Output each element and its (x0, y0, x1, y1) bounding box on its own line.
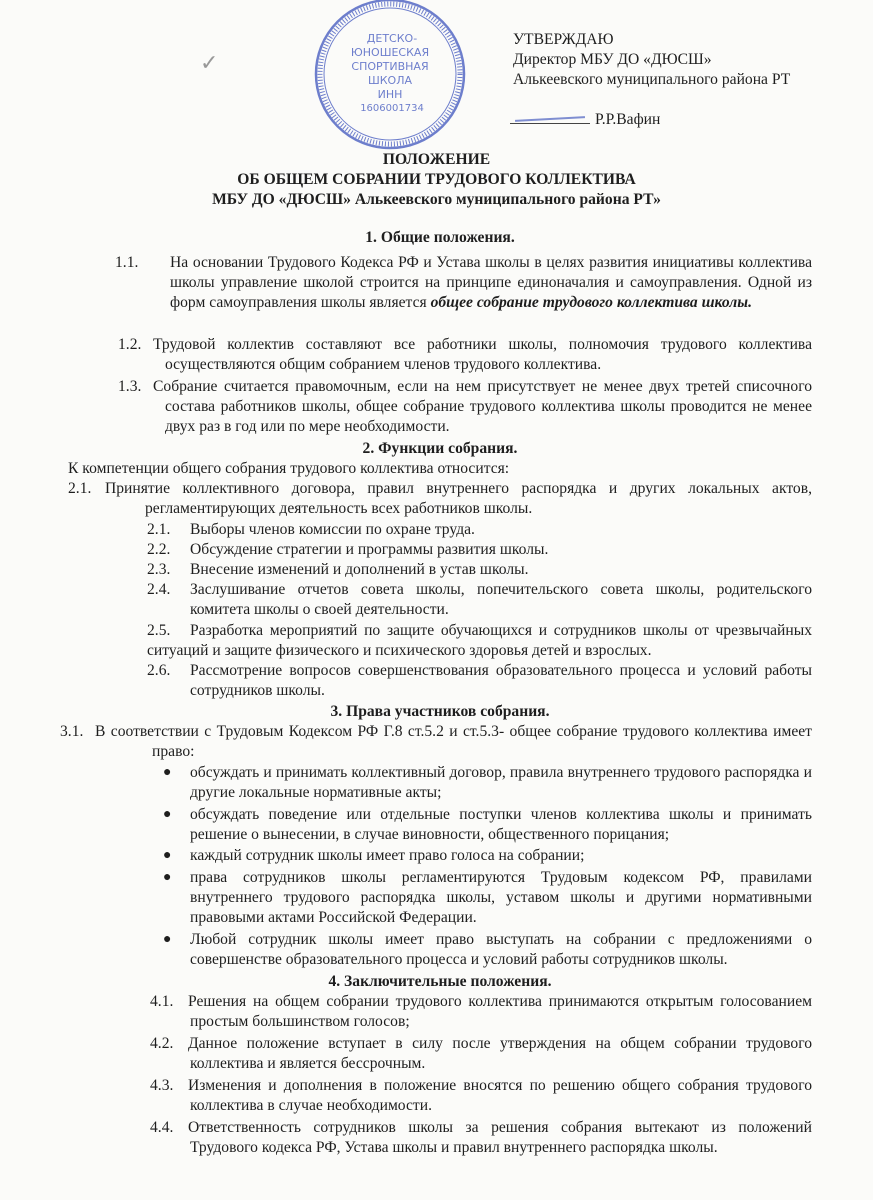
item-number: 2.1. (68, 480, 92, 497)
bullet-item: обсуждать и принимать коллективный договор, правила внутреннего трудового распорядка и другие локальные нормативные акты; (190, 764, 812, 801)
item-2-5 (147, 621, 812, 661)
item-number: 1.2. (118, 336, 142, 353)
school-stamp (310, 0, 470, 154)
item-text: На основании Трудового Кодекса РФ и Устава школы в целях развития инициативы коллектива школы управление школой строится на принципе единоначалия и самоуправления. Одной из форм самоуправления школы является (170, 254, 812, 311)
item-4-4 (150, 1118, 812, 1158)
section-1-heading: 1. Общие положения. (365, 229, 515, 246)
item-number: 2.1. (147, 521, 171, 538)
bullet-icon: ● (163, 807, 172, 822)
item-4-2 (150, 1034, 812, 1074)
check-mark-icon: ✓ (200, 50, 219, 75)
item-text: Разработка мероприятий по защите обучающихся и сотрудников школы от чрезвычайных ситуаций и защите физического и психического здоровья детей и взрослых. (147, 622, 812, 659)
bullet-item: права сотрудников школы регламентируются Трудовым кодексом РФ, правилами внутреннего трудового распорядка школы, уставом школы и другими нормативными правовыми актами Российской Федерации. (190, 869, 812, 926)
item-text: Трудовой коллектив составляют все работники школы, полномочия трудового коллектива осуществляются общим собранием членов трудового коллектива. (153, 336, 812, 373)
bullet-item: обсуждать поведение или отдельные поступки членов коллектива школы и принимать решение о вынесении, в случае виновности, общественного порицания; (190, 806, 812, 843)
signature-stroke (515, 116, 585, 121)
bullet-icon: ● (163, 848, 172, 863)
svg-text:ИНН: ИНН (377, 88, 403, 101)
item-number: 1.1. (115, 254, 139, 271)
bullet-icon: ● (163, 932, 172, 947)
item-number: 1.3. (118, 378, 142, 395)
item-number: 2.5. (147, 622, 171, 639)
bullet-item: каждый сотрудник школы имеет право голоса на собрании; (190, 847, 585, 864)
doc-subtitle: ОБ ОБЩЕМ СОБРАНИИ ТРУДОВОГО КОЛЛЕКТИВА (237, 171, 636, 188)
item-text: Принятие коллективного договора, правил внутреннего распорядка и других локальных актов, регламентирующих деятельность всех работников школы. (105, 480, 812, 517)
item-1-1 (170, 253, 812, 313)
item-number: 2.3. (147, 561, 171, 578)
bullet-item: Любой сотрудник школы имеет право выступать на собрании с предложениями о совершенстве образовательного процесса и условий работы сотрудников школы. (190, 931, 812, 968)
item-text: Выборы членов комиссии по охране труда. (190, 521, 475, 538)
item-4-3 (150, 1076, 812, 1116)
item-number: 2.2. (147, 541, 171, 558)
svg-text:СПОРТИВНАЯ: СПОРТИВНАЯ (351, 60, 429, 73)
approval-position: Директор МБУ ДО «ДЮСШ» (513, 51, 712, 68)
item-2-1-main (68, 479, 812, 519)
item-3-1 (60, 722, 812, 762)
item-number: 3.1. (60, 723, 84, 740)
doc-org: МБУ ДО «ДЮСШ» Алькеевского муниципального района РТ» (212, 191, 661, 208)
bullet-icon: ● (163, 765, 172, 780)
section-3-heading: 3. Права участников собрания. (330, 703, 550, 720)
section-2-heading: 2. Функции собрания. (362, 440, 518, 457)
signature-line (510, 123, 590, 124)
item-text: Решения на общем собрании трудового коллектива принимаются открытым голосованием простым большинством голосов; (188, 993, 812, 1030)
svg-text:ЮНОШЕСКАЯ: ЮНОШЕСКАЯ (350, 46, 430, 59)
item-number: 4.4. (150, 1119, 174, 1136)
item-number: 2.6. (147, 662, 171, 679)
approval-heading: УТВЕРЖДАЮ (513, 31, 614, 48)
item-text: Данное положение вступает в силу после утверждения на общем собрании трудового коллектива и является бессрочным. (188, 1035, 812, 1072)
bullet-icon: ● (163, 870, 172, 885)
item-1-3 (118, 377, 812, 437)
item-text: Заслушивание отчетов совета школы, попечительского совета школы, родительского комитета школы о своей деятельности. (190, 581, 812, 618)
item-number: 4.1. (150, 993, 174, 1010)
item-1-2 (118, 335, 812, 375)
approval-signer: Р.Р.Вафин (595, 111, 661, 128)
item-number: 4.3. (150, 1077, 174, 1094)
item-text: Рассмотрение вопросов совершенствования образовательного процесса и условий работы сотрудников школы. (190, 662, 812, 699)
item-number: 4.2. (150, 1035, 174, 1052)
item-4-1 (150, 992, 812, 1032)
item-2-4 (147, 580, 812, 620)
item-2-1 (147, 520, 812, 540)
item-2-2 (147, 540, 812, 560)
section-4-heading: 4. Заключительные положения. (328, 973, 552, 990)
section-2-intro: К компетенции общего собрания трудового коллектива относится: (68, 460, 510, 477)
item-text: Изменения и дополнения в положение вносятся по решению общего собрания трудового коллектива в случае необходимости. (188, 1077, 812, 1114)
item-text: Внесение изменений и дополнений в устав школы. (190, 561, 529, 578)
svg-text:1606001734: 1606001734 (360, 103, 424, 114)
item-text: Собрание считается правомочным, если на нем присутствует не менее двух третей списочного состава работников школы, общее собрание трудового коллектива школы проводится не менее двух раз в год или по мере необходимости. (153, 378, 812, 435)
doc-title: ПОЛОЖЕНИЕ (382, 151, 491, 168)
svg-text:ШКОЛА: ШКОЛА (367, 74, 413, 87)
item-text: Ответственность сотрудников школы за решения собрания вытекают из положений Трудового кодекса РФ, Устава школы и правил внутреннего распорядка школы. (188, 1119, 812, 1156)
svg-text:ДЕТСКО-: ДЕТСКО- (366, 32, 418, 45)
item-text: В соответствии с Трудовым Кодексом РФ Г.8 ст.5.2 и ст.5.3- общее собрание трудового коллектива имеет право: (95, 723, 812, 760)
item-2-6 (147, 661, 812, 701)
item-number: 2.4. (147, 581, 171, 598)
approval-district: Алькеевского муниципального района РТ (513, 71, 791, 88)
item-text: Обсуждение стратегии и программы развития школы. (190, 541, 549, 558)
item-2-3 (147, 560, 812, 580)
item-emphasis: общее собрание трудового коллектива школы. (430, 294, 752, 311)
